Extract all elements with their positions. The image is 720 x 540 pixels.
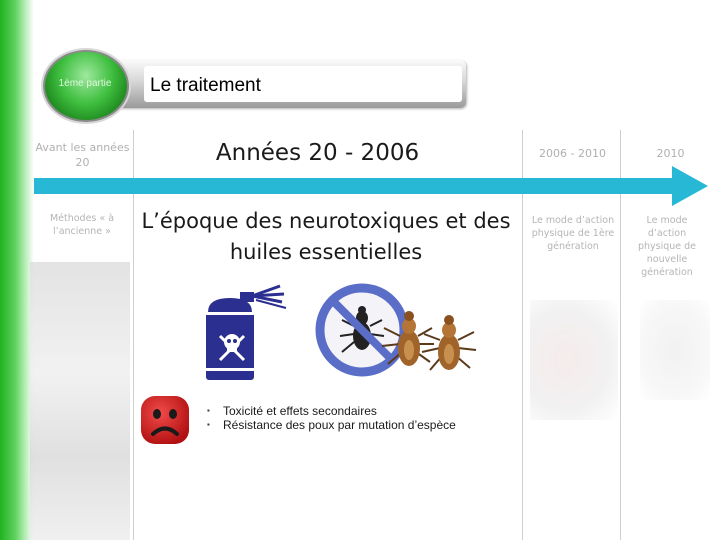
header-20s-2006: Années 20 - 2006 xyxy=(215,140,420,166)
faded-photo-mother-child xyxy=(530,300,618,420)
sad-face-icon xyxy=(139,394,191,446)
drawbacks-list xyxy=(207,404,456,432)
header-2006-2010: 2006 - 2010 xyxy=(539,147,606,160)
spray-can-icon xyxy=(200,278,310,388)
faded-photo-old-methods xyxy=(30,262,130,540)
left-green-band xyxy=(0,0,34,540)
part-label: 1ème partie xyxy=(58,78,112,89)
header-before-20s: Avant les années 20 xyxy=(35,141,130,169)
header-2010: 2010 xyxy=(656,147,685,160)
list-item: ▪ Toxicité et effets secondaires xyxy=(207,404,456,418)
list-item: ▪ Résistance des poux par mutation d’espèce xyxy=(207,418,456,432)
title-bar xyxy=(92,60,466,108)
desc-2006-2010: Le mode d’action physique de 1ère génération xyxy=(531,215,615,252)
desc-2010: Le mode d’action physique de nouvelle génération xyxy=(637,215,697,278)
timeline-arrow-shaft xyxy=(34,178,674,194)
main-subtitle: L’époque des neurotoxiques et des huiles essentielles xyxy=(141,209,511,264)
page-title: Le traitement xyxy=(150,75,261,96)
faded-photo-product xyxy=(640,300,710,400)
louse-icon xyxy=(378,300,480,386)
timeline-arrow-head xyxy=(672,166,708,206)
desc-before-20s: Méthodes « à l’ancienne » xyxy=(49,213,115,237)
